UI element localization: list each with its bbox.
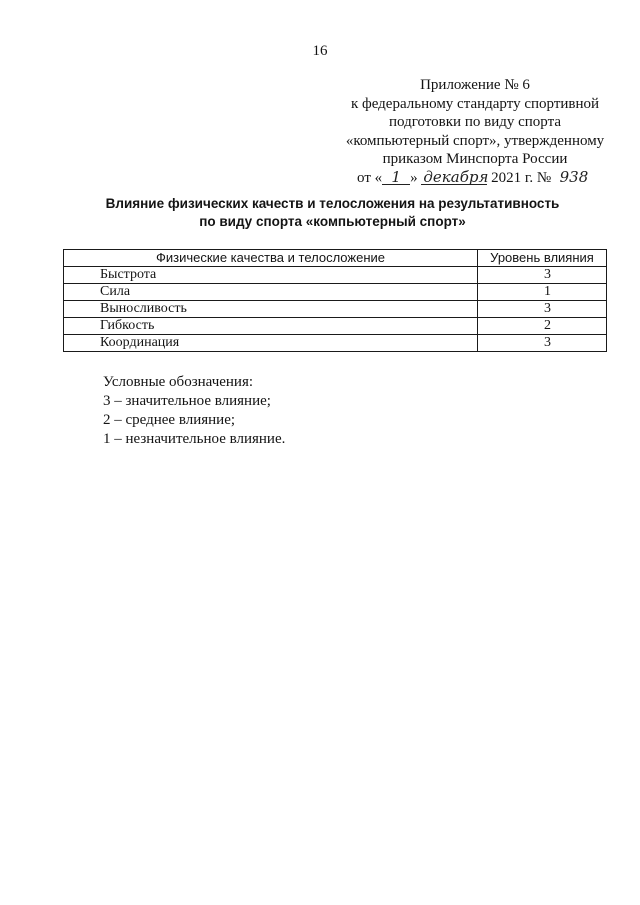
appendix-block — [330, 76, 620, 188]
table-row — [64, 267, 607, 284]
appendix-line-5: приказом Минспорта России — [382, 151, 568, 168]
quality-cell: Сила — [64, 284, 478, 301]
header-level: Уровень влияния — [478, 250, 607, 267]
legend-item: 3 – значительное влияние; — [103, 393, 271, 409]
level-cell: 3 — [478, 335, 607, 352]
quality-cell: Быстрота — [64, 267, 478, 284]
appendix-line-1: Приложение № 6 — [420, 77, 530, 93]
legend-heading: Условные обозначения: — [103, 374, 254, 390]
level-cell: 3 — [478, 267, 607, 284]
table-row — [64, 335, 607, 352]
table-row — [64, 318, 607, 335]
title-line-1: Влияние физических качеств и телосложения на результативность — [105, 196, 560, 211]
handwritten-order-number: 938 — [559, 167, 589, 186]
document-title — [60, 195, 605, 231]
legend-item: 1 – незначительное влияние. — [103, 431, 286, 447]
date-mid: » — [410, 169, 418, 186]
legend-item: 2 – среднее влияние; — [103, 412, 236, 428]
date-prefix: от « — [357, 169, 383, 186]
header-quality: Физические качества и телосложение — [64, 250, 478, 267]
appendix-date-line — [330, 169, 620, 188]
appendix-line-4: «компьютерный спорт», утвержденному — [345, 132, 605, 149]
title-line-2: по виду спорта «компьютерный спорт» — [199, 214, 466, 229]
page-number: 16 — [312, 43, 328, 59]
level-cell: 2 — [478, 318, 607, 335]
quality-cell: Координация — [64, 335, 478, 352]
appendix-line-3: подготовки по виду спорта — [389, 114, 561, 131]
table-header-row — [64, 250, 607, 267]
level-cell: 1 — [478, 284, 607, 301]
level-cell: 3 — [478, 301, 607, 318]
legend-block — [103, 373, 285, 449]
table-row — [64, 301, 607, 318]
factors-table — [63, 249, 607, 352]
handwritten-day: 1 — [382, 170, 410, 185]
appendix-line-2: к федеральному стандарту спортивной — [350, 95, 600, 112]
quality-cell: Гибкость — [64, 318, 478, 335]
table-row — [64, 284, 607, 301]
handwritten-month: декабря — [423, 167, 489, 186]
date-year: 2021 г. № — [491, 169, 552, 186]
quality-cell: Выносливость — [64, 301, 478, 318]
